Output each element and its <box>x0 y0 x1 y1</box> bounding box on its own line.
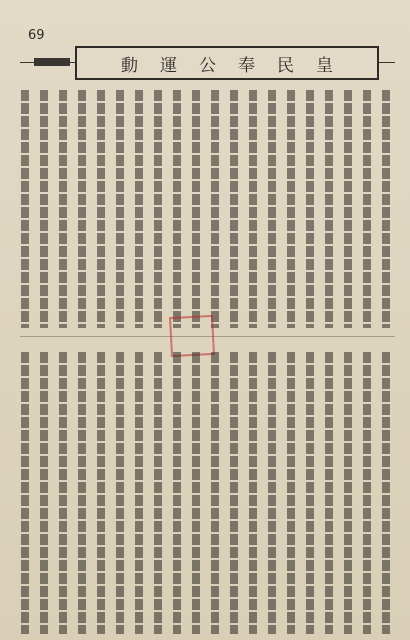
body-text-block-lower <box>20 352 395 634</box>
header-title: 皇民奉公運動 <box>121 55 355 76</box>
header-dash <box>34 58 70 66</box>
body-text-block-upper <box>20 90 395 328</box>
header-title-box <box>75 46 379 80</box>
page-number: 69 <box>28 28 45 43</box>
red-stamp <box>169 315 215 357</box>
section-header <box>20 44 395 82</box>
